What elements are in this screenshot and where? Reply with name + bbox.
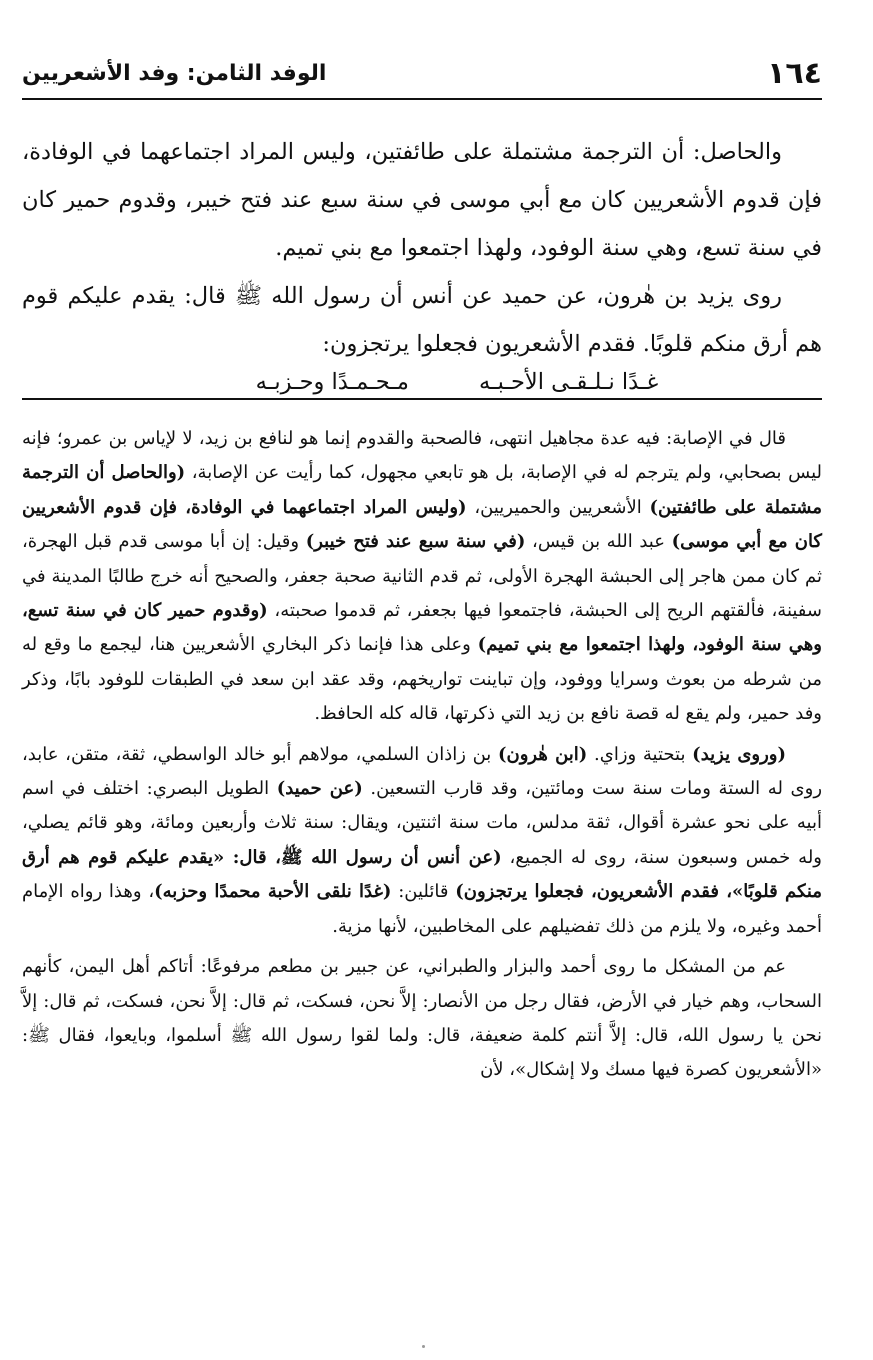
running-title: الوفد الثامن: وفد الأشعريين — [22, 60, 327, 86]
main-text-paragraph: روى يزيد بن هٰرون، عن حميد عن أنس أن رسول الله ﷺ قال: يقدم عليكم قوم هم أرق منكم قلوبًا. فقدم الأشعريون فجعلوا يرتجزون: — [22, 283, 822, 357]
commentary-separator — [22, 398, 822, 400]
scan-speck — [422, 1345, 425, 1348]
quoted-matn: (غدًا نلقى الأحبة محمدًا وحزبه) — [154, 881, 392, 903]
commentary-text: عبد الله بن قيس، — [525, 531, 672, 553]
quoted-matn: (وقدوم حمير كان في سنة تسع، وهي سنة الوفود، ولهذا اجتمعوا مع بني تميم) — [22, 600, 822, 656]
verse-second-hemistich: مـحـمـدًا وحـزبـه — [255, 369, 409, 395]
header-rule — [22, 98, 822, 100]
quoted-matn: (عن حميد) — [276, 778, 363, 800]
quoted-matn: (في سنة سبع عند فتح خيبر) — [305, 531, 526, 553]
book-page — [22, 0, 822, 1360]
verse — [22, 362, 822, 402]
quoted-matn: (وليس المراد اجتماعهما في الوفادة، فإن قدوم الأشعريين كان مع أبي موسى) — [22, 496, 822, 553]
commentary-paragraph — [22, 422, 822, 732]
verse-first-hemistich: غـدًا نـلـقـى الأحـبـه — [478, 369, 659, 395]
page-header — [22, 52, 822, 94]
commentary-text: وقيل: إن أبا موسى قدم قبل الهجرة، ثم كان ممن هاجر إلى الحبشة الهجرة الأولى، ثم قدم الثانية صحبة جعفر، والصحيح أنه خرج طالبًا المدينة في سفينة، فألقتهم الريح إلى الحبشة، فاجتمعوا فيها بجعفر، ثم قدموا صحبته، — [22, 531, 822, 622]
quoted-matn: (وروى يزيد) — [692, 743, 787, 765]
commentary-text: الأشعريين والحميريين، — [466, 496, 650, 518]
main-text — [22, 128, 822, 402]
commentary-text: قائلين: — [391, 881, 456, 903]
commentary-text: ، وهذا رواه الإمام أحمد وغيره، ولا يلزم من ذلك تفضيلهم على المخاطبين، لأنها مزية. — [22, 881, 822, 937]
quoted-matn: (والحاصل أن الترجمة مشتملة على طائفتين) — [22, 462, 823, 518]
commentary-text: قال في الإصابة: فيه عدة مجاهيل انتهى، فالصحبة والقدوم إنما هو لنافع بن زيد، لا لإياس بن عمرو؛ فإنه ليس بصحابي، ولم يترجم له في الإصابة، بل هو تابعي مجهول، كما رأيت عن الإصابة، — [22, 428, 822, 484]
commentary-text: وعلى هذا فإنما ذكر البخاري الأشعريين هنا، ليجمع ما وقع له من شرطه من بعوث وسرايا ووفود، وإن تباينت تواريخهم، وقد عقد ابن سعد في الطبقات للوفود بابًا، وذكر وفد حمير، ولم يقع له قصة نافع بن زيد التي ذكرتها، قاله كله الحافظ. — [22, 634, 822, 725]
quoted-matn: (ابن هٰرون) — [498, 743, 588, 765]
commentary-text: بن زاذان السلمي، مولاهم أبو خالد الواسطي، ثقة، متقن، عابد، روى له الستة ومات سنة ست ومائتين، وقد قارب التسعين. — [22, 743, 823, 800]
commentary-text: بتحتية وزاي. — [587, 743, 693, 765]
commentary-text: الطويل البصري: اختلف في اسم أبيه على نحو عشرة أقوال، ثقة مدلس، مات سنة اثنتين، ويقال: سنة ثلاث وأربعين ومائة، وهو قائم يصلي، وله خمس وسبعون سنة، روى له الجميع، — [22, 778, 823, 868]
commentary — [22, 422, 822, 1094]
commentary-paragraph: عم من المشكل ما روى أحمد والبزار والطبراني، عن جبير بن مطعم مرفوعًا: أتاكم أهل اليمن، كأنهم السحاب، وهم خيار في الأرض، فقال رجل من الأنصار: إلاَّ نحن، فسكت، ثم قال: إلاَّ نحن، فسكت، ثم قال: إلاَّ نحن يا رسول الله، قال: إلاَّ أنتم كلمة ضعيفة، قال: ولما لقوا رسول الله ﷺ أسلموا، وبايعوا، فقال ﷺ: «الأشعريون كصرة فيها مسك ولا إشكال»، لأن — [22, 956, 822, 1081]
quoted-matn: (عن أنس أن رسول الله ﷺ، قال: «يقدم عليكم قوم هم أرق منكم قلوبًا»، فقدم الأشعريون، فجعلوا يرتجزون) — [22, 846, 822, 903]
main-text-paragraph: والحاصل: أن الترجمة مشتملة على طائفتين، وليس المراد اجتماعهما في الوفادة، فإن قدوم الأشعريين كان مع أبي موسى في سنة سبع عند فتح خيبر، وقدوم حمير كان في سنة تسع، وهي سنة الوفود، ولهذا اجتمعوا مع بني تميم. — [22, 139, 822, 261]
commentary-paragraph — [22, 738, 822, 944]
page-number: ١٦٤ — [767, 55, 822, 91]
